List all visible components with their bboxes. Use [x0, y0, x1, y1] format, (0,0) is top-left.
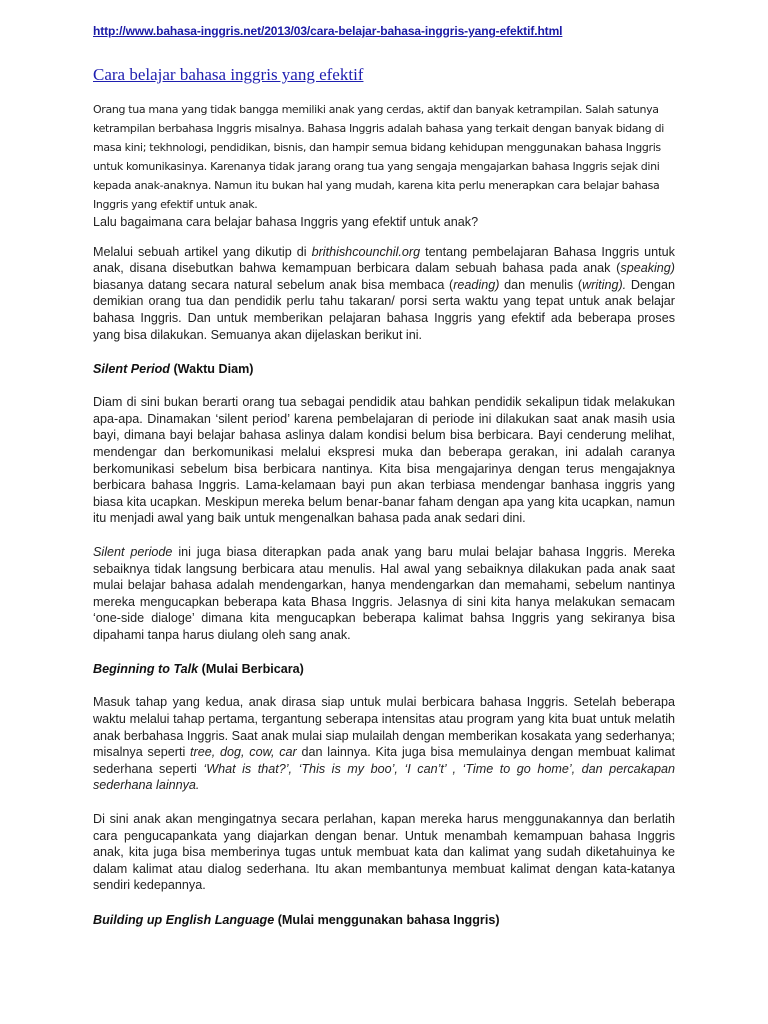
text-run: Dengan demikian orang tua dan pendidik perlu tahu takaran/ porsi serta waktu yang tepat untuk anak belajar bahasa Inggris. Dan untuk memberikan pelajaran bahasa Inggris yang efektif ada beberapa proses yang bisa dilakukan. Semuanya akan dijelaskan berikut ini. — [93, 277, 675, 342]
paragraph-source — [93, 244, 675, 344]
intro-paragraph: Orang tua mana yang tidak bangga memiliki anak yang cerdas, aktif dan banyak ketrampilan. Salah satunya ketrampilan berbahasa Inggris misalnya. Bahasa Inggris adalah bahasa yang terkait dengan banyak bidang di masa kini; tekhnologi, pendidikan, bisnis, dan hampir semua bidang kehidupan menggunakan bahasa Inggris untuk komunikasinya. Karenanya tidak jarang orang tua yang sengaja mengajarkan bahasa Inggris sejak dini kepada anak-anaknya. Namun itu bukan hal yang mudah, karena kita perlu menerapkan cara belajar bahasa Inggris yang efektif untuk anak. — [93, 103, 664, 211]
paragraph-talk-2: Di sini anak akan mengingatnya secara perlahan, kapan mereka harus menggunakannya dan berlatih cara pengucapankata yang diajarkan dengan benar. Untuk menambah kemampuan bahasa Inggris anak, kita juga bisa memberinya tugas untuk membuat kata dan kalimat yang sudah diketahuinya ke dalam kalimat atau dialog sederhana. Itu akan membantunya membuat kalimat dengan kata-katanya sendiri kedepannya. — [93, 812, 675, 893]
example-words: tree, dog, cow, car — [190, 745, 297, 760]
heading-english: Beginning to Talk — [93, 662, 199, 677]
text-run: biasanya datang secara natural sebelum anak bisa membaca ( — [93, 277, 454, 292]
paragraph-silent-2 — [93, 544, 675, 644]
heading-english: Building up English Language — [93, 913, 275, 927]
site-name: brithishcounchil.org — [311, 244, 421, 259]
text-run: ini juga biasa diterapkan pada anak yang baru mulai belajar bahasa Inggris. Mereka sebaiknya tidak langsung berbicara atau menulis. Hal awal yang sebaiknya dilakukan pada anak saat mulai belajar bahasa adalah mendengarkan, hanya mendengarkan dan memahami, sebelum nantinya mereka mengucapkan beberapa kata Bhasa Inggris. Jelasnya di sini kita hanya melakukan semacam ‘one-side dialoge’ dimana kita mengucapkan beberapa kalimat bahsa Inggris yang sekiranya bisa dipahami tanpa harus diulang oleh sang anak. — [93, 544, 675, 642]
text-run: dan menulis ( — [499, 277, 583, 292]
text-run: Masuk tahap yang kedua, anak dirasa siap untuk mulai berbicara bahasa Inggris. Setelah beberapa waktu melalui tahap pertama, tergantung seberapa intensitas atau program yang kita buat untuk melatih anak berbahasa Inggris. Saat anak mulai siap mulailah dengan memberikan kosakata yang sederhanya; misalnya seperti — [93, 695, 675, 760]
paragraph-silent-1: Diam di sini bukan berarti orang tua sebagai pendidik atau bahkan pendidik sekalipun tidak melakukan apa-apa. Dinamakan ‘silent period’ karena pembelajaran di periode ini dilakukan saat anak masih usia bayi, dimana bayi belajar bahasa aslinya dalam kondisi belum bisa berbicara. Bayi cenderung melihat, mendengar dan berkomunikasi melalui ekspresi muka dan beberapa gerakan, ini adalah caranya berkomunikasi sebelum bisa berbicara nantinya. Kita bisa mengajarinya dengan terus mengajaknya berbicara bahasa Inggris. Lama-kelamaan bayi pun akan terbiasa mendengar banhasa inggris yang biasa kita ucapkan. Meskipun mereka belum benar-banar faham dengan apa yang kita ucapkan, namun itu menjadi awal yang baik untuk mengenalkan bahasa pada anak sedari dini. — [93, 395, 675, 526]
question-paragraph: Lalu bagaimana cara belajar bahasa Inggris yang efektif untuk anak? — [93, 215, 479, 229]
article-title: Cara belajar bahasa inggris yang efektif — [93, 65, 364, 84]
source-url-link[interactable]: http://www.bahasa-inggris.net/2013/03/cara-belajar-bahasa-inggris-yang-efektif.html — [93, 24, 563, 38]
text-run: dan lainnya. Kita juga bisa memulainya dengan membuat kalimat sederhana seperti — [93, 745, 675, 776]
heading-indonesian: (Mulai menggunakan bahasa Inggris) — [274, 913, 500, 927]
example-sentences: ‘What is that?’, ‘This is my boo’, ‘I can’t’ , ‘Time to go home’, dan percakapan sederhana lainnya. — [93, 761, 676, 793]
term-silent-periode: Silent periode — [93, 544, 173, 559]
text-run: tentang pembelajaran Bahasa Inggris untuk anak, disana disebutkan bahwa kemampuan berbicara dalam sebuah bahasa pada anak ( — [93, 244, 675, 276]
heading-indonesian: (Mulai Berbicara) — [198, 662, 304, 677]
paragraph-talk-1 — [93, 694, 675, 794]
heading-english: Silent Period — [93, 362, 170, 377]
text-run: Melalui sebuah artikel yang dikutip di — [93, 244, 312, 259]
section-heading-beginning-to-talk — [93, 661, 675, 677]
heading-indonesian: (Waktu Diam) — [169, 362, 254, 377]
term-speaking: speaking) — [620, 261, 675, 276]
document-page — [93, 24, 675, 928]
term-writing: writing). — [582, 277, 627, 292]
section-heading-building-up — [93, 912, 675, 928]
term-reading: reading) — [453, 277, 500, 292]
section-heading-silent-period — [93, 361, 675, 377]
